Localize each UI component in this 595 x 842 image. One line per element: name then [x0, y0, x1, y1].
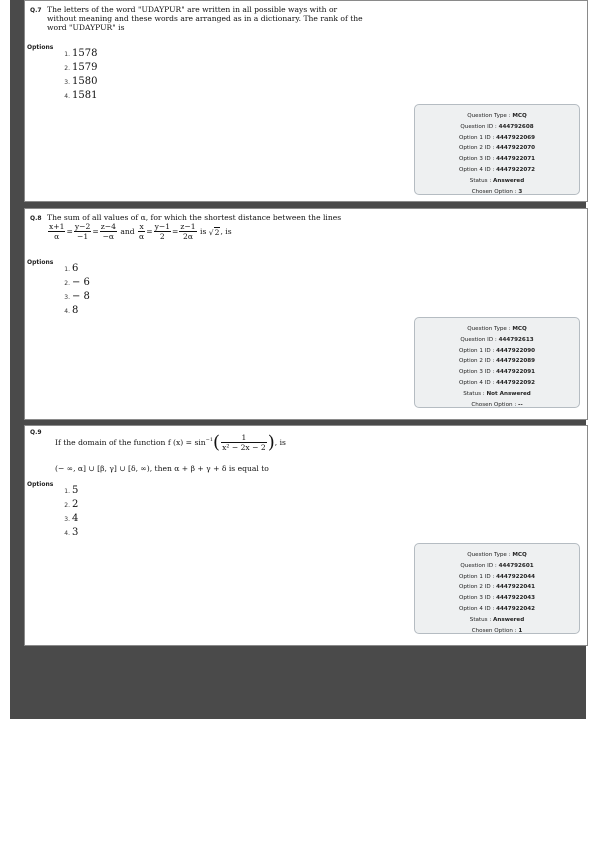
- option-value: 8: [72, 305, 79, 316]
- option-number: 1.: [64, 266, 70, 273]
- option-3[interactable]: [59, 506, 79, 524]
- fraction: [154, 222, 171, 241]
- option-4-id-row: [415, 165, 579, 176]
- meta-value: 4447922071: [496, 156, 536, 163]
- option-value: 1579: [72, 62, 98, 73]
- options-label-text: Options: [27, 259, 54, 266]
- question-id-row: [415, 335, 579, 346]
- meta-label: Status :: [463, 390, 485, 397]
- question-text-line: (− ∞, α] ∪ [β, γ] ∪ [δ, ∞), then α + β + γ + δ is equal to: [55, 464, 269, 473]
- meta-value: 444792613: [498, 336, 534, 343]
- fraction: [100, 222, 117, 241]
- meta-value: 444792608: [498, 123, 534, 130]
- meta-value: 4447922089: [496, 358, 536, 365]
- option-1-id-row: [415, 572, 579, 583]
- options-label: [27, 259, 53, 266]
- meta-label: Option 1 ID :: [458, 347, 495, 354]
- meta-label: Question Type :: [467, 552, 511, 558]
- equals-sign: =: [146, 227, 153, 236]
- option-number: 1.: [64, 51, 70, 58]
- option-3-id-row: [415, 154, 579, 165]
- status-badge: Not Answered: [486, 390, 531, 397]
- option-2[interactable]: [59, 55, 98, 73]
- denominator: −1: [77, 232, 89, 241]
- meta-label: Question ID :: [460, 336, 497, 343]
- inverse-exponent: −1: [205, 436, 214, 443]
- question-meta-panel: [414, 104, 580, 195]
- meta-label: Chosen Option :: [471, 188, 517, 195]
- question-id-row: [415, 122, 579, 133]
- option-value: − 8: [72, 291, 90, 302]
- meta-label: Option 2 ID :: [458, 145, 495, 152]
- line-equations: [47, 222, 232, 241]
- options-label: [27, 44, 53, 51]
- meta-value: 444792601: [498, 562, 534, 569]
- fraction: [138, 222, 145, 241]
- status-row: [415, 176, 579, 187]
- sqrt-expression: √2: [208, 227, 220, 237]
- meta-label: Option 1 ID :: [458, 573, 495, 580]
- question-card-q7: [24, 0, 588, 202]
- meta-label: Option 3 ID :: [458, 369, 495, 376]
- question-text-line: The letters of the word "UDAYPUR" are written in all possible ways with or: [47, 5, 338, 14]
- is-text: , is: [274, 438, 286, 447]
- option-number: 2.: [64, 65, 70, 72]
- option-number: 4.: [64, 530, 70, 537]
- right-paren: ): [267, 432, 275, 453]
- meta-value: 4447922043: [496, 595, 536, 602]
- meta-label: Question Type :: [467, 113, 511, 119]
- status-badge: Answered: [493, 616, 525, 623]
- option-1[interactable]: [59, 478, 79, 496]
- is-text: , is: [220, 227, 232, 236]
- option-value: 1578: [72, 48, 98, 59]
- option-3-id-row: [415, 593, 579, 604]
- meta-label: Question Type :: [467, 326, 511, 332]
- equals-sign: =: [172, 227, 179, 236]
- option-4[interactable]: [59, 83, 98, 101]
- question-card-q8: [24, 208, 588, 420]
- sqrt-radicand: 2: [214, 227, 220, 237]
- option-number: 3.: [64, 79, 70, 86]
- options-label: [27, 481, 53, 488]
- option-4[interactable]: [59, 298, 79, 316]
- meta-label: Option 4 ID :: [458, 166, 495, 173]
- meta-label: Option 2 ID :: [458, 584, 495, 591]
- meta-label: Option 1 ID :: [458, 134, 495, 141]
- denominator: α: [139, 232, 145, 241]
- chosen-option-row: [415, 626, 579, 637]
- denominator: 2α: [183, 232, 193, 241]
- option-2-id-row: [415, 356, 579, 367]
- denominator: α: [54, 232, 60, 241]
- meta-value: MCQ: [512, 552, 527, 558]
- question-text: [47, 5, 363, 32]
- meta-value: MCQ: [512, 326, 527, 332]
- option-1[interactable]: [59, 256, 79, 274]
- meta-label: Chosen Option :: [471, 401, 517, 408]
- meta-label: Option 2 ID :: [458, 358, 495, 365]
- meta-value: 4447922069: [496, 134, 536, 141]
- question-number: Q.7: [30, 7, 42, 14]
- chosen-option-row: [415, 400, 579, 411]
- meta-value: 1: [518, 627, 523, 634]
- meta-value: 4447922072: [496, 166, 536, 173]
- meta-value: --: [518, 401, 523, 408]
- option-value: 3: [72, 527, 79, 538]
- numerator: y−2: [74, 222, 91, 231]
- meta-value: 3: [518, 188, 523, 195]
- answer-sheet-background: [10, 0, 586, 719]
- meta-label: Question ID :: [460, 562, 497, 569]
- option-3[interactable]: [59, 69, 98, 87]
- meta-value: MCQ: [512, 113, 527, 119]
- question-meta-panel: [414, 317, 580, 408]
- numerator: y−1: [154, 222, 171, 231]
- meta-value: 4447922041: [496, 584, 536, 591]
- option-number: 3.: [64, 516, 70, 523]
- meta-value: 4447922090: [496, 347, 536, 354]
- left-paren: (: [213, 432, 221, 453]
- option-2-id-row: [415, 143, 579, 154]
- options-label-text: Options: [27, 44, 54, 51]
- denominator: 2: [159, 232, 165, 241]
- denominator: −α: [102, 232, 115, 241]
- question-number: Q.8: [30, 215, 42, 222]
- option-value: − 6: [72, 277, 90, 288]
- option-4[interactable]: [59, 520, 79, 538]
- option-value: 6: [72, 263, 79, 274]
- option-4-id-row: [415, 604, 579, 615]
- meta-label: Status :: [469, 177, 492, 184]
- option-number: 4.: [64, 93, 70, 100]
- numerator: x: [139, 222, 144, 231]
- meta-label: Option 3 ID :: [458, 595, 495, 602]
- options-label-text: Options: [27, 481, 54, 488]
- question-card-q9: [24, 425, 588, 646]
- question-type-row: [415, 324, 579, 335]
- numerator: z−1: [180, 222, 196, 231]
- question-text-line: word "UDAYPUR" is: [47, 23, 125, 32]
- function-expression: f (x) = sin: [167, 438, 206, 447]
- option-2[interactable]: [59, 270, 90, 288]
- fraction: [74, 222, 91, 241]
- meta-value: 4447922044: [496, 573, 536, 580]
- option-3-id-row: [415, 367, 579, 378]
- status-badge: Answered: [493, 177, 525, 184]
- option-number: 2.: [64, 280, 70, 287]
- option-value: 1581: [72, 90, 98, 101]
- question-meta-panel: [414, 543, 580, 634]
- option-number: 1.: [64, 488, 70, 495]
- question-type-row: [415, 550, 579, 561]
- question-id-row: [415, 561, 579, 572]
- meta-label: Status :: [469, 616, 492, 623]
- option-number: 3.: [64, 294, 70, 301]
- chosen-option-row: [415, 187, 579, 198]
- option-2[interactable]: [59, 492, 79, 510]
- question-text: If the domain of the function: [55, 438, 166, 447]
- denominator: x² − 2x − 2: [222, 443, 266, 452]
- equals-sign: =: [92, 227, 99, 236]
- fraction: [179, 222, 196, 241]
- numerator: 1: [221, 433, 267, 443]
- question-type-row: [415, 111, 579, 122]
- meta-label: Option 4 ID :: [458, 605, 495, 612]
- meta-value: 4447922042: [496, 605, 536, 612]
- option-value: 2: [72, 499, 79, 510]
- option-1-id-row: [415, 133, 579, 144]
- status-row: [415, 389, 579, 400]
- option-value: 1580: [72, 76, 98, 87]
- meta-label: Option 4 ID :: [458, 379, 495, 386]
- and-text: and: [120, 227, 135, 236]
- question-text-line: without meaning and these words are arranged as in a dictionary. The rank of the: [47, 14, 363, 23]
- option-number: 2.: [64, 502, 70, 509]
- numerator: z−4: [100, 222, 116, 231]
- numerator: x+1: [49, 222, 65, 231]
- option-value: 4: [72, 513, 79, 524]
- question-text-line: The sum of all values of α, for which the shortest distance between the lines: [47, 213, 342, 222]
- option-number: 4.: [64, 308, 70, 315]
- option-1[interactable]: [59, 41, 98, 59]
- meta-value: 4447922092: [496, 379, 536, 386]
- function-definition: [55, 432, 286, 453]
- option-3[interactable]: [59, 284, 90, 302]
- question-number: Q.9: [30, 429, 42, 436]
- meta-value: 4447922091: [496, 369, 536, 376]
- option-2-id-row: [415, 582, 579, 593]
- meta-value: 4447922070: [496, 145, 536, 152]
- status-row: [415, 615, 579, 626]
- is-text: is: [200, 227, 207, 236]
- meta-label: Question ID :: [460, 123, 497, 130]
- option-4-id-row: [415, 378, 579, 389]
- fraction: [48, 222, 65, 241]
- fraction: [221, 433, 267, 452]
- option-1-id-row: [415, 346, 579, 357]
- meta-label: Chosen Option :: [471, 627, 517, 634]
- option-value: 5: [72, 485, 79, 496]
- equals-sign: =: [66, 227, 73, 236]
- meta-label: Option 3 ID :: [458, 156, 495, 163]
